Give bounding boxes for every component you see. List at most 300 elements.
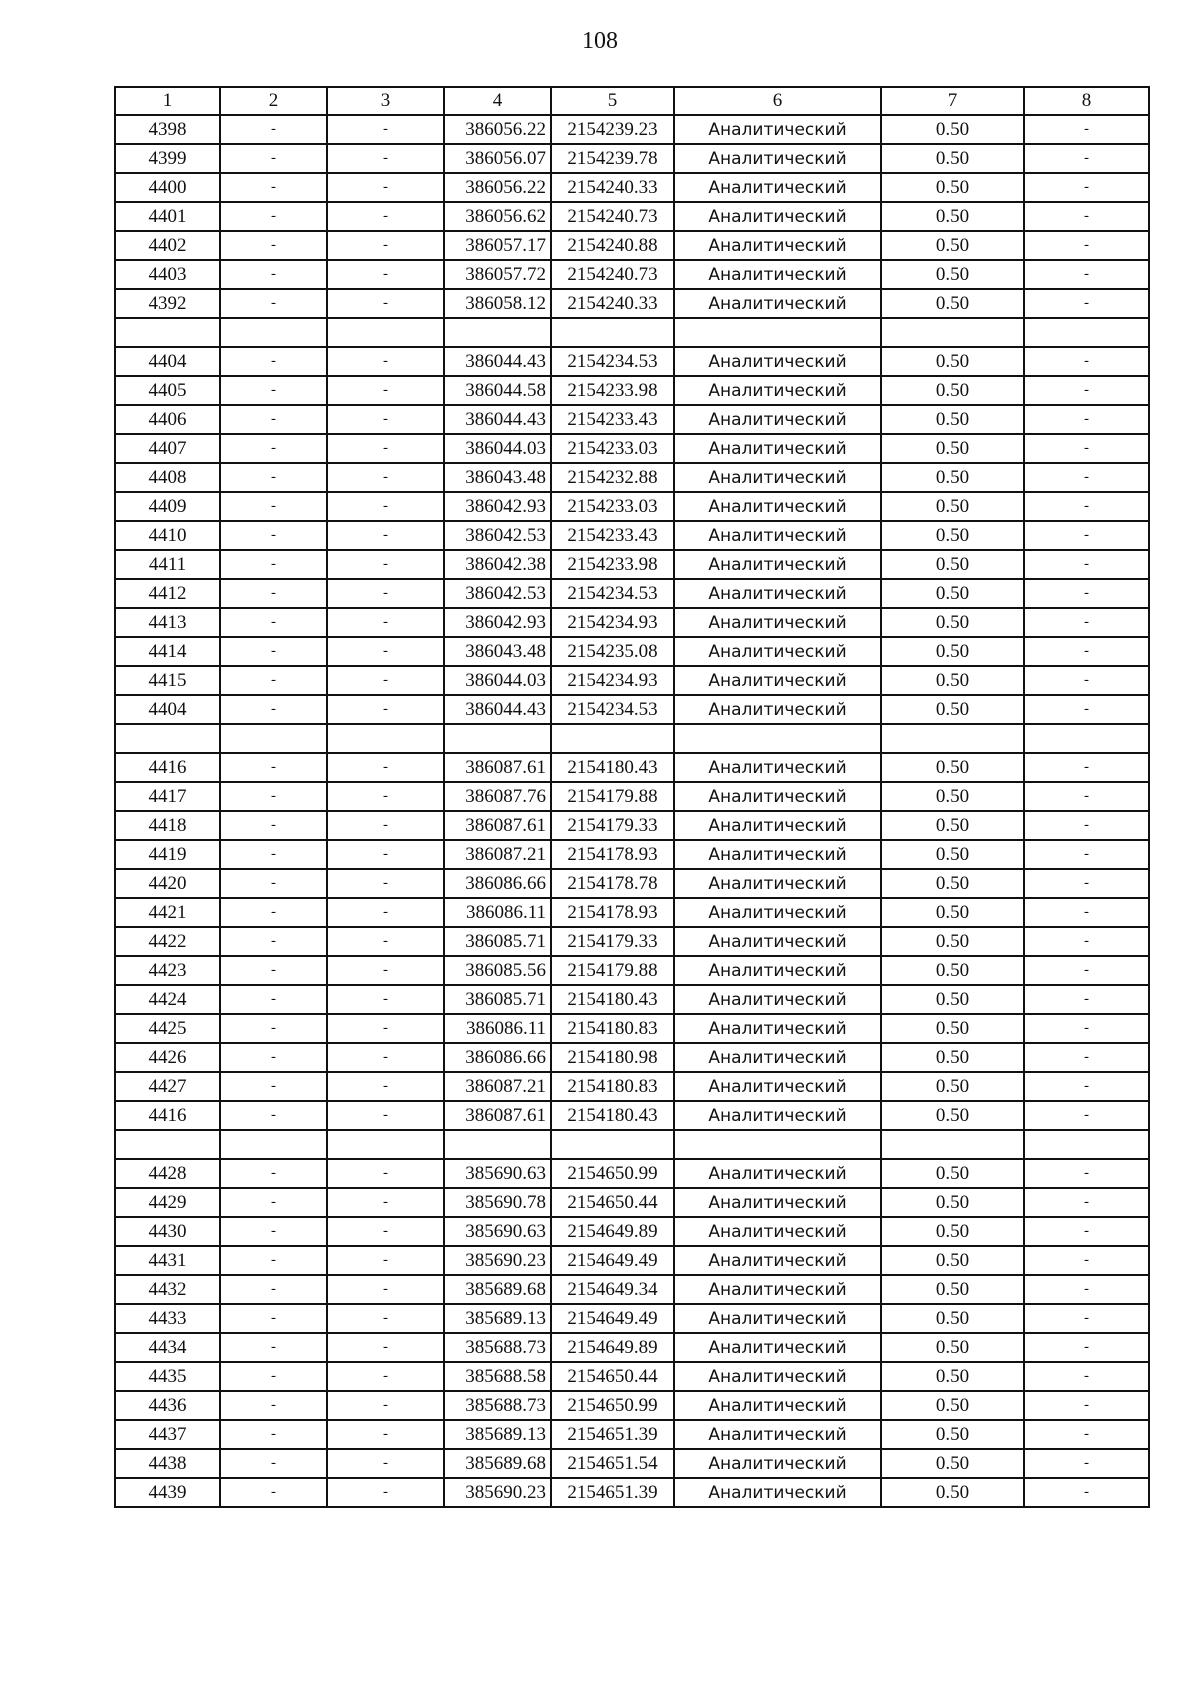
method-cell: Аналитический bbox=[674, 434, 881, 463]
table-row bbox=[115, 492, 1149, 521]
point-number-cell: 4437 bbox=[115, 1420, 220, 1449]
col2-cell: - bbox=[220, 405, 327, 434]
col3-cell: - bbox=[327, 1275, 444, 1304]
y-coordinate-cell: 2154180.43 bbox=[551, 753, 674, 782]
point-number-cell: 4439 bbox=[115, 1478, 220, 1507]
col3-cell: - bbox=[327, 985, 444, 1014]
point-number-cell: 4416 bbox=[115, 1101, 220, 1130]
method-cell: Аналитический bbox=[674, 1304, 881, 1333]
method-cell: Аналитический bbox=[674, 115, 881, 144]
point-number-cell: 4401 bbox=[115, 202, 220, 231]
x-coordinate-cell: 386044.43 bbox=[444, 695, 551, 724]
point-number-cell bbox=[115, 318, 220, 347]
col8-cell: - bbox=[1024, 550, 1149, 579]
x-coordinate-cell: 385688.73 bbox=[444, 1333, 551, 1362]
y-coordinate-cell: 2154234.93 bbox=[551, 666, 674, 695]
table-row bbox=[115, 1391, 1149, 1420]
col3-cell: - bbox=[327, 1072, 444, 1101]
method-cell: Аналитический bbox=[674, 695, 881, 724]
method-cell: Аналитический bbox=[674, 927, 881, 956]
accuracy-cell: 0.50 bbox=[881, 289, 1024, 318]
accuracy-cell: 0.50 bbox=[881, 231, 1024, 260]
point-number-cell: 4392 bbox=[115, 289, 220, 318]
table-separator-row bbox=[115, 1130, 1149, 1159]
table-row bbox=[115, 347, 1149, 376]
y-coordinate-cell: 2154649.49 bbox=[551, 1246, 674, 1275]
table-row bbox=[115, 608, 1149, 637]
method-cell: Аналитический bbox=[674, 840, 881, 869]
x-coordinate-cell: 386086.11 bbox=[444, 898, 551, 927]
y-coordinate-cell: 2154234.53 bbox=[551, 579, 674, 608]
method-cell: Аналитический bbox=[674, 1449, 881, 1478]
col3-cell bbox=[327, 318, 444, 347]
col2-cell: - bbox=[220, 1304, 327, 1333]
table-row bbox=[115, 985, 1149, 1014]
col3-cell: - bbox=[327, 492, 444, 521]
x-coordinate-cell: 386086.66 bbox=[444, 869, 551, 898]
method-cell: Аналитический bbox=[674, 521, 881, 550]
accuracy-cell: 0.50 bbox=[881, 173, 1024, 202]
x-coordinate-cell: 385690.23 bbox=[444, 1478, 551, 1507]
x-coordinate-cell: 386086.66 bbox=[444, 1043, 551, 1072]
col3-cell: - bbox=[327, 521, 444, 550]
y-coordinate-cell: 2154180.83 bbox=[551, 1072, 674, 1101]
col8-cell: - bbox=[1024, 1246, 1149, 1275]
col2-cell: - bbox=[220, 550, 327, 579]
accuracy-cell: 0.50 bbox=[881, 144, 1024, 173]
col2-cell: - bbox=[220, 927, 327, 956]
y-coordinate-cell: 2154240.33 bbox=[551, 173, 674, 202]
col2-cell: - bbox=[220, 376, 327, 405]
method-cell: Аналитический bbox=[674, 753, 881, 782]
col8-cell: - bbox=[1024, 840, 1149, 869]
point-number-cell: 4420 bbox=[115, 869, 220, 898]
point-number-cell: 4403 bbox=[115, 260, 220, 289]
col3-cell: - bbox=[327, 840, 444, 869]
col3-cell: - bbox=[327, 1420, 444, 1449]
col8-cell bbox=[1024, 1130, 1149, 1159]
col8-cell: - bbox=[1024, 376, 1149, 405]
accuracy-cell: 0.50 bbox=[881, 927, 1024, 956]
col3-cell: - bbox=[327, 376, 444, 405]
y-coordinate-cell: 2154178.78 bbox=[551, 869, 674, 898]
col3-cell: - bbox=[327, 1159, 444, 1188]
y-coordinate-cell: 2154178.93 bbox=[551, 840, 674, 869]
point-number-cell: 4430 bbox=[115, 1217, 220, 1246]
method-cell: Аналитический bbox=[674, 1014, 881, 1043]
method-cell: Аналитический bbox=[674, 782, 881, 811]
accuracy-cell: 0.50 bbox=[881, 463, 1024, 492]
col2-cell: - bbox=[220, 898, 327, 927]
col2-cell: - bbox=[220, 1159, 327, 1188]
col2-cell: - bbox=[220, 144, 327, 173]
accuracy-cell: 0.50 bbox=[881, 115, 1024, 144]
col2-cell: - bbox=[220, 115, 327, 144]
y-coordinate-cell: 2154233.03 bbox=[551, 434, 674, 463]
method-cell bbox=[674, 1130, 881, 1159]
table-row bbox=[115, 1449, 1149, 1478]
column-header: 5 bbox=[551, 87, 674, 115]
point-number-cell: 4408 bbox=[115, 463, 220, 492]
col3-cell: - bbox=[327, 173, 444, 202]
col8-cell: - bbox=[1024, 1101, 1149, 1130]
accuracy-cell: 0.50 bbox=[881, 782, 1024, 811]
table-row bbox=[115, 1188, 1149, 1217]
col3-cell: - bbox=[327, 231, 444, 260]
col8-cell: - bbox=[1024, 579, 1149, 608]
x-coordinate-cell: 386058.12 bbox=[444, 289, 551, 318]
col3-cell: - bbox=[327, 202, 444, 231]
x-coordinate-cell: 386044.03 bbox=[444, 666, 551, 695]
col8-cell: - bbox=[1024, 811, 1149, 840]
point-number-cell: 4424 bbox=[115, 985, 220, 1014]
point-number-cell: 4419 bbox=[115, 840, 220, 869]
point-number-cell: 4425 bbox=[115, 1014, 220, 1043]
method-cell bbox=[674, 318, 881, 347]
y-coordinate-cell: 2154180.43 bbox=[551, 985, 674, 1014]
accuracy-cell: 0.50 bbox=[881, 1246, 1024, 1275]
method-cell: Аналитический bbox=[674, 1275, 881, 1304]
table-row bbox=[115, 1246, 1149, 1275]
accuracy-cell: 0.50 bbox=[881, 898, 1024, 927]
method-cell: Аналитический bbox=[674, 1159, 881, 1188]
x-coordinate-cell: 386085.71 bbox=[444, 927, 551, 956]
col3-cell: - bbox=[327, 1014, 444, 1043]
col2-cell: - bbox=[220, 695, 327, 724]
x-coordinate-cell: 385690.23 bbox=[444, 1246, 551, 1275]
table-separator-row bbox=[115, 724, 1149, 753]
coordinates-table bbox=[114, 86, 1150, 1508]
accuracy-cell: 0.50 bbox=[881, 550, 1024, 579]
col2-cell: - bbox=[220, 1043, 327, 1072]
column-header: 1 bbox=[115, 87, 220, 115]
col2-cell: - bbox=[220, 260, 327, 289]
accuracy-cell: 0.50 bbox=[881, 579, 1024, 608]
method-cell: Аналитический bbox=[674, 985, 881, 1014]
method-cell: Аналитический bbox=[674, 376, 881, 405]
y-coordinate-cell: 2154179.88 bbox=[551, 956, 674, 985]
table-row bbox=[115, 405, 1149, 434]
accuracy-cell: 0.50 bbox=[881, 1391, 1024, 1420]
point-number-cell: 4438 bbox=[115, 1449, 220, 1478]
table-row bbox=[115, 144, 1149, 173]
col8-cell: - bbox=[1024, 1478, 1149, 1507]
x-coordinate-cell: 386044.43 bbox=[444, 347, 551, 376]
col8-cell: - bbox=[1024, 1362, 1149, 1391]
y-coordinate-cell: 2154179.88 bbox=[551, 782, 674, 811]
col8-cell: - bbox=[1024, 782, 1149, 811]
col2-cell: - bbox=[220, 202, 327, 231]
col3-cell: - bbox=[327, 637, 444, 666]
y-coordinate-cell: 2154233.98 bbox=[551, 376, 674, 405]
accuracy-cell: 0.50 bbox=[881, 1217, 1024, 1246]
x-coordinate-cell bbox=[444, 318, 551, 347]
col3-cell: - bbox=[327, 869, 444, 898]
point-number-cell: 4428 bbox=[115, 1159, 220, 1188]
col8-cell: - bbox=[1024, 1217, 1149, 1246]
method-cell: Аналитический bbox=[674, 869, 881, 898]
accuracy-cell: 0.50 bbox=[881, 956, 1024, 985]
col3-cell: - bbox=[327, 347, 444, 376]
col8-cell: - bbox=[1024, 666, 1149, 695]
col8-cell: - bbox=[1024, 1159, 1149, 1188]
table-row bbox=[115, 289, 1149, 318]
point-number-cell: 4435 bbox=[115, 1362, 220, 1391]
y-coordinate-cell: 2154651.39 bbox=[551, 1478, 674, 1507]
accuracy-cell: 0.50 bbox=[881, 637, 1024, 666]
col8-cell: - bbox=[1024, 637, 1149, 666]
col8-cell: - bbox=[1024, 608, 1149, 637]
method-cell: Аналитический bbox=[674, 405, 881, 434]
method-cell: Аналитический bbox=[674, 289, 881, 318]
point-number-cell: 4405 bbox=[115, 376, 220, 405]
table-row bbox=[115, 231, 1149, 260]
col2-cell: - bbox=[220, 231, 327, 260]
y-coordinate-cell: 2154239.78 bbox=[551, 144, 674, 173]
accuracy-cell: 0.50 bbox=[881, 202, 1024, 231]
col8-cell: - bbox=[1024, 985, 1149, 1014]
point-number-cell: 4410 bbox=[115, 521, 220, 550]
col3-cell: - bbox=[327, 579, 444, 608]
y-coordinate-cell: 2154234.53 bbox=[551, 695, 674, 724]
y-coordinate-cell: 2154232.88 bbox=[551, 463, 674, 492]
point-number-cell: 4434 bbox=[115, 1333, 220, 1362]
x-coordinate-cell: 385689.68 bbox=[444, 1449, 551, 1478]
y-coordinate-cell bbox=[551, 1130, 674, 1159]
col2-cell: - bbox=[220, 1246, 327, 1275]
x-coordinate-cell: 385690.78 bbox=[444, 1188, 551, 1217]
accuracy-cell: 0.50 bbox=[881, 260, 1024, 289]
x-coordinate-cell: 386042.38 bbox=[444, 550, 551, 579]
method-cell: Аналитический bbox=[674, 550, 881, 579]
accuracy-cell: 0.50 bbox=[881, 347, 1024, 376]
table-row bbox=[115, 463, 1149, 492]
x-coordinate-cell: 385688.73 bbox=[444, 1391, 551, 1420]
col3-cell bbox=[327, 1130, 444, 1159]
point-number-cell: 4436 bbox=[115, 1391, 220, 1420]
col2-cell: - bbox=[220, 985, 327, 1014]
y-coordinate-cell: 2154651.39 bbox=[551, 1420, 674, 1449]
col2-cell: - bbox=[220, 608, 327, 637]
x-coordinate-cell: 386087.61 bbox=[444, 1101, 551, 1130]
accuracy-cell: 0.50 bbox=[881, 608, 1024, 637]
method-cell: Аналитический bbox=[674, 637, 881, 666]
x-coordinate-cell: 385690.63 bbox=[444, 1159, 551, 1188]
accuracy-cell bbox=[881, 724, 1024, 753]
x-coordinate-cell: 385688.58 bbox=[444, 1362, 551, 1391]
col2-cell: - bbox=[220, 1362, 327, 1391]
col2-cell: - bbox=[220, 579, 327, 608]
col8-cell: - bbox=[1024, 1072, 1149, 1101]
x-coordinate-cell: 386085.56 bbox=[444, 956, 551, 985]
col2-cell: - bbox=[220, 753, 327, 782]
x-coordinate-cell: 386044.43 bbox=[444, 405, 551, 434]
y-coordinate-cell: 2154234.53 bbox=[551, 347, 674, 376]
method-cell: Аналитический bbox=[674, 1217, 881, 1246]
col3-cell: - bbox=[327, 115, 444, 144]
method-cell: Аналитический bbox=[674, 666, 881, 695]
y-coordinate-cell: 2154233.03 bbox=[551, 492, 674, 521]
method-cell: Аналитический bbox=[674, 231, 881, 260]
x-coordinate-cell: 386087.21 bbox=[444, 1072, 551, 1101]
table-row bbox=[115, 550, 1149, 579]
column-header: 7 bbox=[881, 87, 1024, 115]
col2-cell: - bbox=[220, 840, 327, 869]
col8-cell: - bbox=[1024, 869, 1149, 898]
accuracy-cell: 0.50 bbox=[881, 1449, 1024, 1478]
accuracy-cell: 0.50 bbox=[881, 1014, 1024, 1043]
table-row bbox=[115, 260, 1149, 289]
method-cell bbox=[674, 724, 881, 753]
x-coordinate-cell: 386087.61 bbox=[444, 811, 551, 840]
col3-cell: - bbox=[327, 1362, 444, 1391]
accuracy-cell: 0.50 bbox=[881, 1043, 1024, 1072]
point-number-cell: 4404 bbox=[115, 347, 220, 376]
table-row bbox=[115, 753, 1149, 782]
method-cell: Аналитический bbox=[674, 579, 881, 608]
method-cell: Аналитический bbox=[674, 1391, 881, 1420]
table-row bbox=[115, 840, 1149, 869]
method-cell: Аналитический bbox=[674, 1188, 881, 1217]
y-coordinate-cell: 2154649.89 bbox=[551, 1217, 674, 1246]
point-number-cell: 4400 bbox=[115, 173, 220, 202]
col8-cell: - bbox=[1024, 260, 1149, 289]
y-coordinate-cell: 2154180.98 bbox=[551, 1043, 674, 1072]
col3-cell bbox=[327, 724, 444, 753]
point-number-cell: 4418 bbox=[115, 811, 220, 840]
col8-cell: - bbox=[1024, 927, 1149, 956]
table-row bbox=[115, 811, 1149, 840]
col8-cell: - bbox=[1024, 956, 1149, 985]
point-number-cell: 4398 bbox=[115, 115, 220, 144]
accuracy-cell: 0.50 bbox=[881, 376, 1024, 405]
accuracy-cell: 0.50 bbox=[881, 753, 1024, 782]
col2-cell bbox=[220, 1130, 327, 1159]
col3-cell: - bbox=[327, 463, 444, 492]
col3-cell: - bbox=[327, 260, 444, 289]
y-coordinate-cell: 2154179.33 bbox=[551, 811, 674, 840]
col8-cell bbox=[1024, 318, 1149, 347]
col2-cell: - bbox=[220, 956, 327, 985]
col8-cell: - bbox=[1024, 1333, 1149, 1362]
table-row bbox=[115, 521, 1149, 550]
table-row bbox=[115, 869, 1149, 898]
x-coordinate-cell: 386043.48 bbox=[444, 637, 551, 666]
col2-cell: - bbox=[220, 434, 327, 463]
y-coordinate-cell: 2154180.43 bbox=[551, 1101, 674, 1130]
col3-cell: - bbox=[327, 1043, 444, 1072]
col8-cell: - bbox=[1024, 1014, 1149, 1043]
table-row bbox=[115, 1101, 1149, 1130]
method-cell: Аналитический bbox=[674, 1420, 881, 1449]
col3-cell: - bbox=[327, 956, 444, 985]
col3-cell: - bbox=[327, 695, 444, 724]
accuracy-cell: 0.50 bbox=[881, 1420, 1024, 1449]
y-coordinate-cell bbox=[551, 724, 674, 753]
point-number-cell: 4411 bbox=[115, 550, 220, 579]
table-row bbox=[115, 1217, 1149, 1246]
col3-cell: - bbox=[327, 782, 444, 811]
table-row bbox=[115, 1420, 1149, 1449]
col8-cell: - bbox=[1024, 405, 1149, 434]
col2-cell: - bbox=[220, 1391, 327, 1420]
x-coordinate-cell bbox=[444, 1130, 551, 1159]
table-row bbox=[115, 173, 1149, 202]
col3-cell: - bbox=[327, 550, 444, 579]
point-number-cell: 4431 bbox=[115, 1246, 220, 1275]
y-coordinate-cell: 2154649.49 bbox=[551, 1304, 674, 1333]
method-cell: Аналитический bbox=[674, 898, 881, 927]
col8-cell: - bbox=[1024, 347, 1149, 376]
y-coordinate-cell bbox=[551, 318, 674, 347]
accuracy-cell: 0.50 bbox=[881, 492, 1024, 521]
method-cell: Аналитический bbox=[674, 1333, 881, 1362]
col2-cell: - bbox=[220, 1101, 327, 1130]
point-number-cell: 4423 bbox=[115, 956, 220, 985]
x-coordinate-cell: 386056.22 bbox=[444, 173, 551, 202]
col3-cell: - bbox=[327, 811, 444, 840]
col2-cell bbox=[220, 724, 327, 753]
col8-cell: - bbox=[1024, 434, 1149, 463]
x-coordinate-cell: 386044.03 bbox=[444, 434, 551, 463]
col2-cell: - bbox=[220, 492, 327, 521]
x-coordinate-cell: 386087.76 bbox=[444, 782, 551, 811]
accuracy-cell: 0.50 bbox=[881, 405, 1024, 434]
y-coordinate-cell: 2154240.73 bbox=[551, 260, 674, 289]
method-cell: Аналитический bbox=[674, 347, 881, 376]
method-cell: Аналитический bbox=[674, 608, 881, 637]
point-number-cell: 4427 bbox=[115, 1072, 220, 1101]
table-separator-row bbox=[115, 318, 1149, 347]
col2-cell: - bbox=[220, 463, 327, 492]
accuracy-cell: 0.50 bbox=[881, 434, 1024, 463]
col3-cell: - bbox=[327, 898, 444, 927]
col3-cell: - bbox=[327, 666, 444, 695]
col2-cell: - bbox=[220, 666, 327, 695]
point-number-cell: 4416 bbox=[115, 753, 220, 782]
x-coordinate-cell: 385689.68 bbox=[444, 1275, 551, 1304]
method-cell: Аналитический bbox=[674, 260, 881, 289]
x-coordinate-cell: 386042.53 bbox=[444, 579, 551, 608]
method-cell: Аналитический bbox=[674, 1478, 881, 1507]
col2-cell: - bbox=[220, 1188, 327, 1217]
col8-cell: - bbox=[1024, 289, 1149, 318]
col3-cell: - bbox=[327, 1391, 444, 1420]
table-row bbox=[115, 202, 1149, 231]
y-coordinate-cell: 2154650.44 bbox=[551, 1188, 674, 1217]
accuracy-cell: 0.50 bbox=[881, 1333, 1024, 1362]
col3-cell: - bbox=[327, 144, 444, 173]
point-number-cell: 4414 bbox=[115, 637, 220, 666]
method-cell: Аналитический bbox=[674, 1246, 881, 1275]
col8-cell: - bbox=[1024, 115, 1149, 144]
col3-cell: - bbox=[327, 1333, 444, 1362]
table-row bbox=[115, 1014, 1149, 1043]
y-coordinate-cell: 2154235.08 bbox=[551, 637, 674, 666]
x-coordinate-cell: 386086.11 bbox=[444, 1014, 551, 1043]
x-coordinate-cell: 385690.63 bbox=[444, 1217, 551, 1246]
table-row bbox=[115, 376, 1149, 405]
col2-cell: - bbox=[220, 1333, 327, 1362]
y-coordinate-cell: 2154240.73 bbox=[551, 202, 674, 231]
col2-cell: - bbox=[220, 289, 327, 318]
accuracy-cell: 0.50 bbox=[881, 666, 1024, 695]
y-coordinate-cell: 2154649.89 bbox=[551, 1333, 674, 1362]
column-header: 8 bbox=[1024, 87, 1149, 115]
col2-cell: - bbox=[220, 1275, 327, 1304]
col8-cell: - bbox=[1024, 521, 1149, 550]
point-number-cell: 4433 bbox=[115, 1304, 220, 1333]
